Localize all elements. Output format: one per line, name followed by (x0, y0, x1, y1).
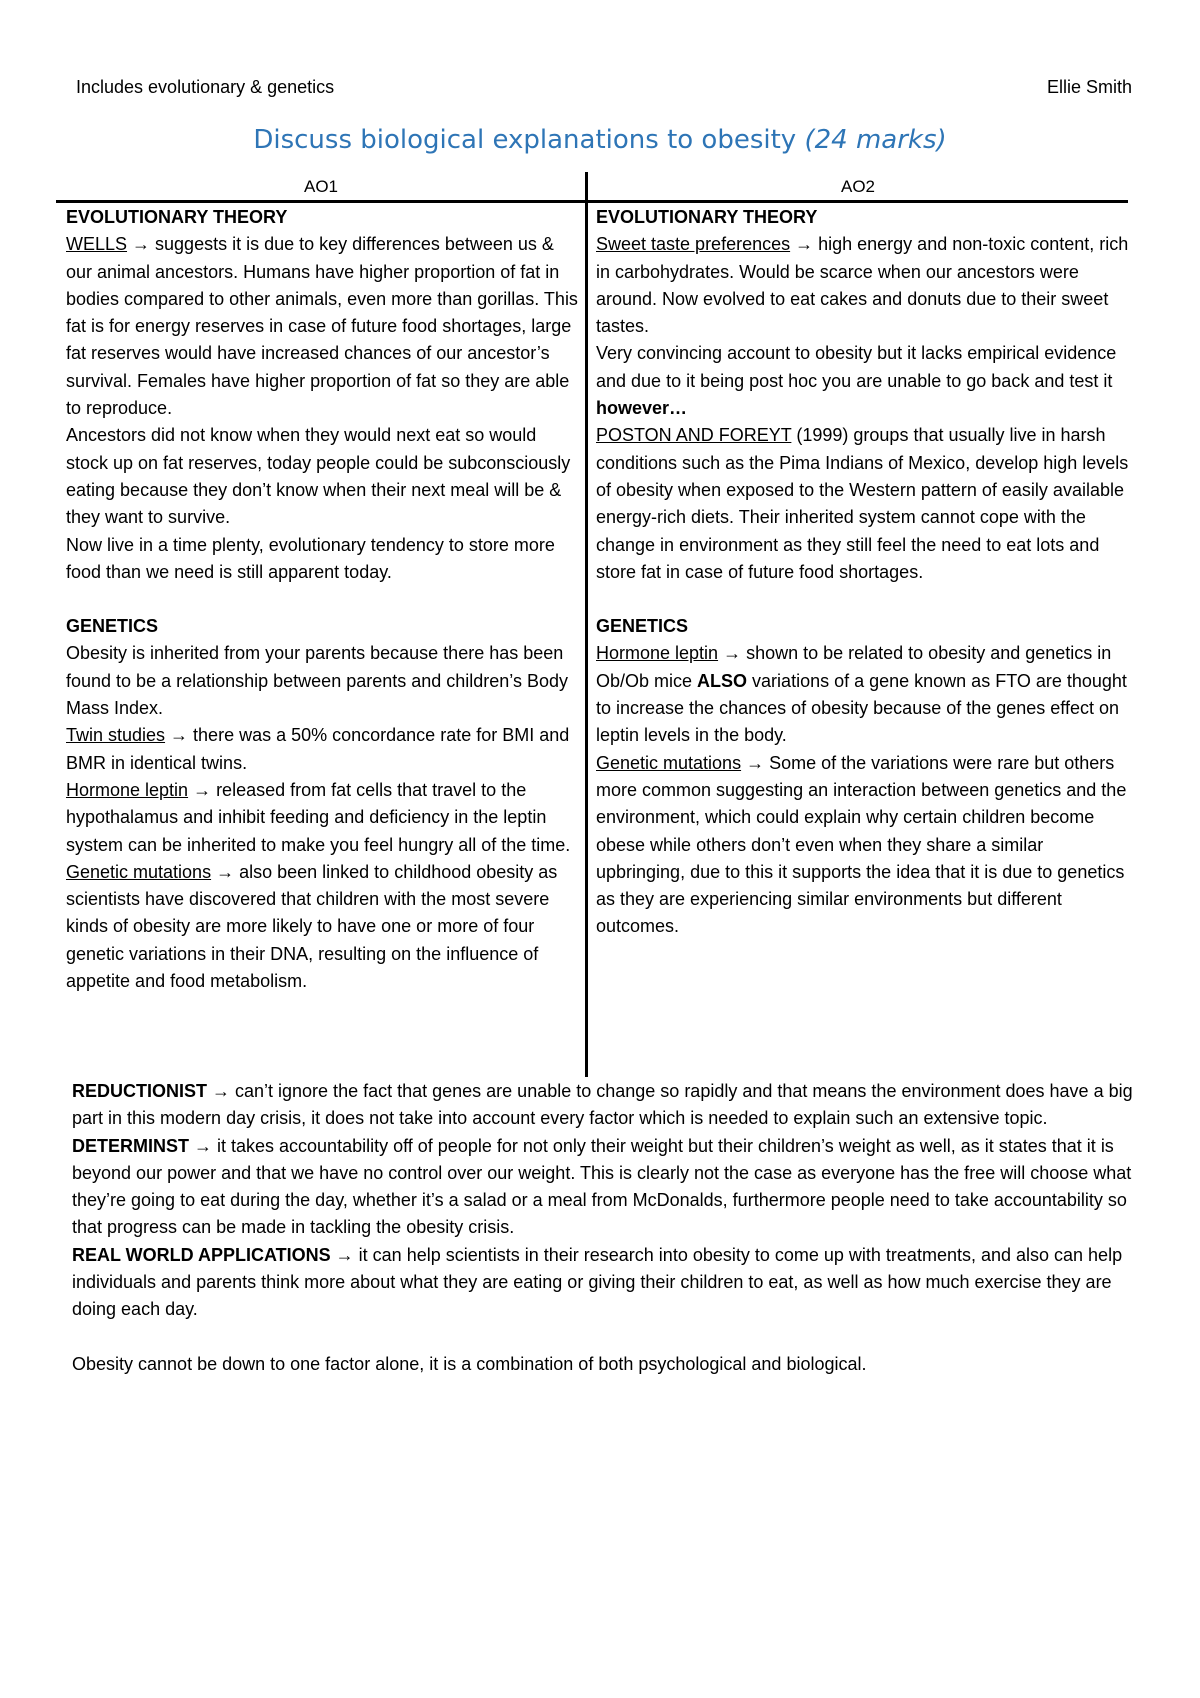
ao2-sweet-paragraph (596, 231, 1136, 340)
rwa-term: REAL WORLD APPLICATIONS (72, 1244, 331, 1265)
ao1-leptin-paragraph (66, 777, 578, 859)
ao1-mutations-paragraph (66, 859, 578, 995)
ao1-ancestors-paragraph: Ancestors did not know when they would next eat so would stock up on fat reserves, today people could be subconsciously eating because they don’t know when their next meal will be & they want to survive. (66, 425, 571, 528)
header-author: Ellie Smith (1046, 77, 1132, 97)
spacer (66, 586, 578, 613)
conclusion-paragraph: Obesity cannot be down to one factor alone, it is a combination of both psychological and biological. (72, 1353, 867, 1374)
ao2-genetics-heading: GENETICS (596, 616, 689, 637)
convincing-text: Very convincing account to obesity but it lacks empirical evidence and due to it being post hoc you are unable to go back and test it (596, 343, 1117, 391)
ao2-leptin-term: Hormone leptin (596, 643, 719, 664)
twin-term: Twin studies (66, 725, 166, 746)
determinist-text: → it takes accountability off of people for not only their weight but their children’s weight as well, as it states that it is beyond our power and that we have no control over our weight. This is clearly not the case as everyone has the free will choose what they’re going to eat during the day, whether it’s a salad or a meal from McDonalds, furthermore people need to take accountability so that progress can be made in tackling the obesity crisis. (72, 1135, 1132, 1238)
reductionist-text: → can’t ignore the fact that genes are unable to change so rapidly and that means the environment does have a big part in this modern day crisis, it does not take into account every factor which is needed to explain such an extensive topic. (72, 1081, 1133, 1129)
table-header-row (56, 172, 1128, 203)
essay-table (56, 172, 1128, 203)
column-divider (585, 172, 588, 1077)
ao2-mutations-paragraph (596, 750, 1136, 941)
convincing-bold: however… (596, 398, 688, 419)
header-topic: Includes evolutionary & genetics (76, 77, 335, 97)
title-marks: (24 marks) (804, 125, 947, 155)
ao1-twin-paragraph (66, 722, 578, 777)
ao1-inherited-paragraph: Obesity is inherited from your parents because there has been found to be a relationship between parents and children’s Body Mass Index. (66, 643, 569, 719)
ao2-leptin-bold: ALSO (697, 670, 748, 691)
determinist-paragraph (72, 1133, 1140, 1242)
leptin-term: Hormone leptin (66, 779, 189, 800)
rwa-paragraph (72, 1242, 1140, 1324)
ao1-evolutionary-heading: EVOLUTIONARY THEORY (66, 207, 288, 227)
sweet-text: → high energy and non-toxic content, rich in carbohydrates. Would be scarce when our ancestors were around. Now evolved to eat cakes and donuts due to their sweet tastes. (596, 234, 1129, 337)
ao1-column (66, 204, 578, 995)
leptin-text: → released from fat cells that travel to the hypothalamus and inhibit feeding and deficiency in the leptin system can be inherited to make you feel hungry all of the time. (66, 779, 571, 855)
page-title (0, 124, 1200, 156)
ao2-convincing-paragraph (596, 340, 1136, 422)
ao2-poston-paragraph (596, 422, 1136, 586)
ao2-header: AO2 (840, 177, 876, 196)
reductionist-paragraph (72, 1078, 1140, 1133)
ao2-leptin-text-b: variations of a gene known as FTO are thought to increase the chances of obesity because of the genes effect on leptin levels in the body. (596, 670, 1127, 746)
determinist-term: DETERMINST (72, 1135, 189, 1156)
ao2-column (596, 204, 1136, 941)
twin-text: → there was a 50% concordance rate for BMI and BMR in identical twins. (66, 725, 570, 773)
ao1-plenty-paragraph: Now live in a time plenty, evolutionary tendency to store more food than we need is still apparent today. (66, 534, 555, 582)
wells-term: WELLS (66, 234, 128, 255)
ao2-leptin-paragraph (596, 640, 1136, 749)
poston-text: (1999) groups that usually live in harsh conditions such as the Pima Indians of Mexico, develop high levels of obesity when exposed to the Western pattern of easily available energy-rich diets. Their inherited system cannot cope with the change in environment as they still feel the need to eat lots and store fat in case of future food shortages. (596, 425, 1129, 582)
title-text: Discuss biological explanations to obesity (253, 125, 805, 155)
ao2-leptin-text-a: → shown to be related to obesity and genetics in Ob/Ob mice (596, 643, 1112, 691)
sweet-term: Sweet taste preferences (596, 234, 791, 255)
mutations-term: Genetic mutations (66, 861, 212, 882)
ao2-evolutionary-heading: EVOLUTIONARY THEORY (596, 207, 818, 227)
evaluation-section (72, 1078, 1140, 1378)
wells-text: → suggests it is due to key differences between us & our animal ancestors. Humans have higher proportion of fat in bodies compared to other animals, even more than gorillas. This fat is for energy reserves in case of future food shortages, large fat reserves would have increased chances of our ancestor’s survival. Females have higher proportion of fat so they are able to reproduce. (66, 234, 578, 419)
reductionist-term: REDUCTIONIST (72, 1081, 207, 1101)
poston-term: POSTON AND FOREYT (596, 425, 792, 446)
ao1-wells-paragraph (66, 231, 578, 422)
spacer (72, 1324, 1140, 1351)
ao1-genetics-heading: GENETICS (66, 616, 159, 637)
spacer (596, 586, 1136, 613)
rwa-text: → it can help scientists in their research into obesity to come up with treatments, and also can help individuals and parents think more about what they are eating or giving their children to eat, as well as how much exercise they are doing each day. (72, 1244, 1123, 1320)
mutations-text: → also been linked to childhood obesity as scientists have discovered that children with the most severe kinds of obesity are more likely to have one or more of four genetic variations in their DNA, resulting on the influence of appetite and food metabolism. (66, 861, 558, 992)
ao2-mutations-text: → Some of the variations were rare but others more common suggesting an interaction between genetics and the environment, which could explain why certain children become obese while others don’t even when they share a similar upbringing, due to this it supports the idea that it is due to genetics as they are experiencing similar environments but different outcomes. (596, 752, 1127, 937)
ao2-mutations-term: Genetic mutations (596, 752, 742, 773)
ao1-header: AO1 (303, 177, 339, 196)
